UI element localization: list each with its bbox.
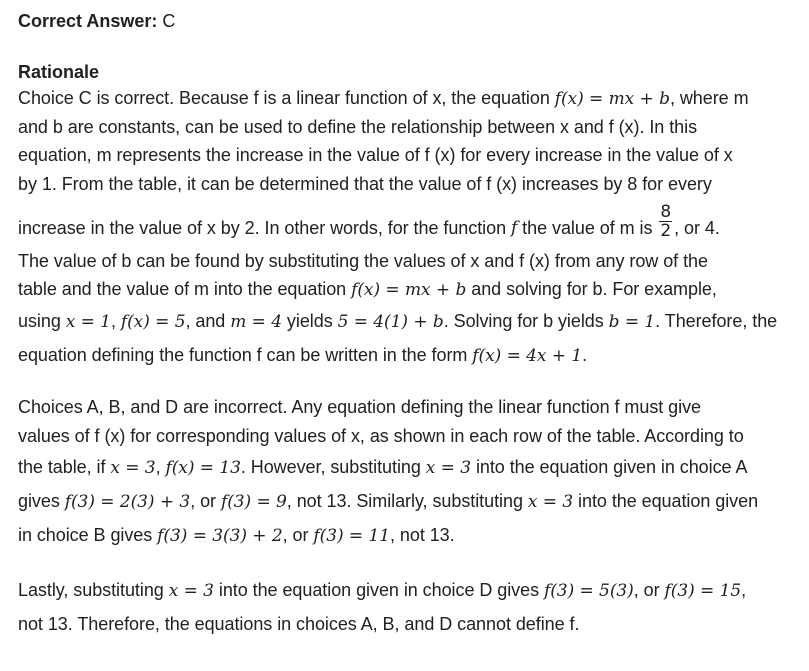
math-fx-eq-13: f(x) = 13 — [165, 458, 241, 479]
p2-line-3 — [18, 450, 803, 484]
p1-line-2: and b are constants, can be used to define the relationship between x and f (x). In this — [18, 116, 698, 137]
text-run: , — [741, 580, 747, 601]
text-run: the table, if — [18, 457, 111, 478]
math-f3-eq-11: f(3) = 11 — [313, 526, 390, 547]
p1-line-7 — [18, 275, 803, 304]
text-run: , — [155, 457, 166, 478]
math-b-eq-1: b = 1 — [608, 312, 656, 333]
p2-line-4 — [18, 484, 803, 518]
math-m-eq-4: m = 4 — [230, 312, 282, 333]
text-run: and solving for b. For example, — [466, 279, 717, 300]
fraction-denominator: 2 — [660, 220, 672, 241]
text-run: , or — [282, 525, 314, 546]
rationale-paragraph-1 — [18, 84, 803, 372]
math-f3-eq-15: f(3) = 15 — [664, 581, 742, 602]
text-run: using — [18, 311, 66, 332]
math-f: f — [510, 217, 518, 238]
rationale-document — [18, 9, 803, 641]
p1-line-5 — [18, 199, 803, 247]
math-fx-mx-b-2: f(x) = mx + b — [351, 280, 467, 301]
text-run: yields — [281, 311, 338, 332]
correct-answer-line — [18, 9, 803, 33]
fraction-numerator: 8 — [660, 201, 672, 222]
correct-answer-value: C — [162, 11, 176, 31]
math-f3-eq-9: f(3) = 9 — [220, 492, 287, 513]
p1-line-4: by 1. From the table, it can be determined that the value of f (x) increases by 8 for every — [18, 174, 712, 195]
text-run: . However, substituting — [240, 457, 426, 478]
correct-answer-label: Correct Answer: — [18, 11, 158, 31]
math-x-eq-3-b: x = 3 — [425, 458, 471, 479]
paragraph-gap — [18, 552, 803, 573]
rationale-heading: Rationale — [18, 62, 100, 82]
text-run: . Solving for b yields — [443, 311, 609, 332]
text-run: , or — [633, 580, 665, 601]
p1-line-3: equation, m represents the increase in the value of f (x) for every increase in the value of x — [18, 145, 733, 166]
math-x-eq-3-d: x = 3 — [168, 581, 214, 602]
math-fx-mx-b: f(x) = mx + b — [554, 89, 670, 109]
rationale-paragraph-2 — [18, 393, 803, 552]
text-run: , and — [185, 311, 231, 332]
math-x-eq-3-c: x = 3 — [527, 492, 574, 513]
text-run: Choice C is correct. Because f is a linear function of x, the equation — [18, 88, 555, 108]
math-f3-2-3-3: f(3) = 2(3) + 3 — [64, 492, 191, 513]
p1-line-6: The value of b can be found by substituting the values of x and f (x) from any row of the — [18, 250, 708, 271]
text-run: into the equation given in choice D gives — [213, 580, 544, 601]
text-run: , — [110, 311, 121, 332]
text-run: equation defining the function f can be written in the form — [18, 345, 473, 366]
paragraph-gap — [18, 372, 803, 393]
text-run: Lastly, substituting — [18, 580, 169, 601]
math-f3-5-3: f(3) = 5(3) — [543, 581, 634, 602]
text-run: increase in the value of x by 2. In other words, for the function — [18, 217, 511, 238]
rationale-paragraph-3 — [18, 573, 803, 641]
p1-line-8 — [18, 304, 803, 338]
p2-line-2: values of f (x) for corresponding values of x, as shown in each row of the table. According to — [18, 426, 744, 447]
text-run: . — [582, 345, 588, 366]
text-run: , where m — [669, 88, 749, 108]
fraction-8-over-2 — [659, 203, 672, 240]
text-run: . Therefore, the — [655, 311, 778, 332]
text-run: the value of m is — [517, 217, 658, 238]
p2-line-5 — [18, 518, 803, 552]
math-x-eq-1: x = 1 — [65, 312, 111, 333]
text-run: , not 13. — [390, 525, 455, 546]
text-run: , not 13. Similarly, substituting — [286, 491, 528, 512]
text-run: into the equation given — [573, 491, 759, 512]
p2-line-1: Choices A, B, and D are incorrect. Any equation defining the linear function f must give — [18, 397, 701, 418]
math-f3-3-3-2: f(3) = 3(3) + 2 — [157, 526, 283, 547]
math-fx-4x-1: f(x) = 4x + 1 — [472, 346, 583, 367]
p1-line-1 — [18, 84, 803, 113]
text-run: , or 4. — [674, 217, 720, 238]
text-run: table and the value of m into the equation — [18, 279, 352, 300]
p3-line-1 — [18, 573, 803, 607]
math-x-eq-3: x = 3 — [110, 458, 156, 479]
p1-line-9 — [18, 338, 803, 372]
text-run: gives — [18, 491, 65, 512]
math-fx-eq-5: f(x) = 5 — [120, 312, 186, 333]
math-5-eq-4-1-b: 5 = 4(1) + b — [337, 312, 444, 333]
text-run: into the equation given in choice A — [471, 457, 748, 478]
text-run: in choice B gives — [18, 525, 158, 546]
text-run: , or — [190, 491, 221, 512]
p3-line-2: not 13. Therefore, the equations in choices A, B, and D cannot define f. — [18, 614, 580, 635]
